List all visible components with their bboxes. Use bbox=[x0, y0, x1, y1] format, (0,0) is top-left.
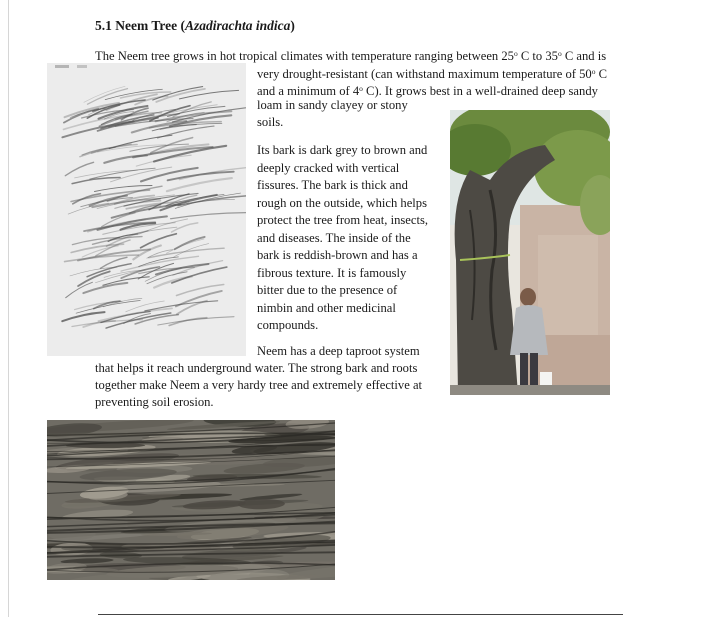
paragraph-2-line: deeply cracked with vertical bbox=[257, 160, 400, 175]
bark-closeup-photo bbox=[47, 420, 335, 580]
paragraph-3-line: that helps it reach underground water. The strong bark and roots bbox=[95, 361, 418, 375]
page-left-edge bbox=[8, 0, 9, 617]
paragraph-2-line: bitter due to the presence of bbox=[257, 283, 398, 297]
paragraph-1-line-2: very drought-resistant (can withstand maximum temperature of 50$^o$ C bbox=[257, 67, 607, 81]
paragraph-2-line: nimbin and other medicinal bbox=[257, 300, 396, 315]
paragraph-3-line: Neem has a deep taproot system bbox=[257, 344, 420, 358]
paragraph-2-line: and diseases. The inside of the bbox=[257, 230, 411, 245]
paragraph-1-line-4: loam in sandy clayey or stony bbox=[257, 98, 408, 112]
paragraph-2-line: rough on the outside, which helps bbox=[257, 195, 427, 210]
paragraph-3-line: preventing soil erosion. bbox=[95, 395, 214, 409]
tree-photo bbox=[450, 110, 610, 395]
paragraph-2-line: protect the tree from heat, insects, bbox=[257, 213, 428, 227]
paragraph-1-line-5: soils. bbox=[257, 115, 284, 129]
paragraph-2-line: compounds. bbox=[257, 318, 319, 332]
paragraph-2-line: Its bark is dark grey to brown and bbox=[257, 143, 428, 157]
paragraph-2-line: fissures. The bark is thick and bbox=[257, 178, 408, 192]
paragraph-3-line: together make Neem a very hardy tree and extremely effective at bbox=[95, 378, 423, 392]
bark-rubbing-image bbox=[47, 63, 246, 356]
heading-close: ) bbox=[290, 18, 295, 33]
footer-divider bbox=[98, 614, 623, 615]
paragraph-2-line: fibrous texture. It is famously bbox=[257, 265, 407, 280]
section-heading bbox=[95, 18, 295, 34]
paragraph-1-line-1: The Neem tree grows in hot tropical climates with temperature ranging between 25$^o$ C to 35$^o$ C and is bbox=[95, 49, 607, 63]
heading-title: 5.1 Neem Tree ( bbox=[95, 18, 185, 33]
scientific-name: Azadirachta indica bbox=[184, 18, 291, 33]
paragraph-1-line-3: and a minimum of 4$^o$ C). It grows best in a well-drained deep sandy bbox=[257, 84, 598, 98]
paragraph-2-line: bark is reddish-brown and has a bbox=[257, 248, 418, 262]
